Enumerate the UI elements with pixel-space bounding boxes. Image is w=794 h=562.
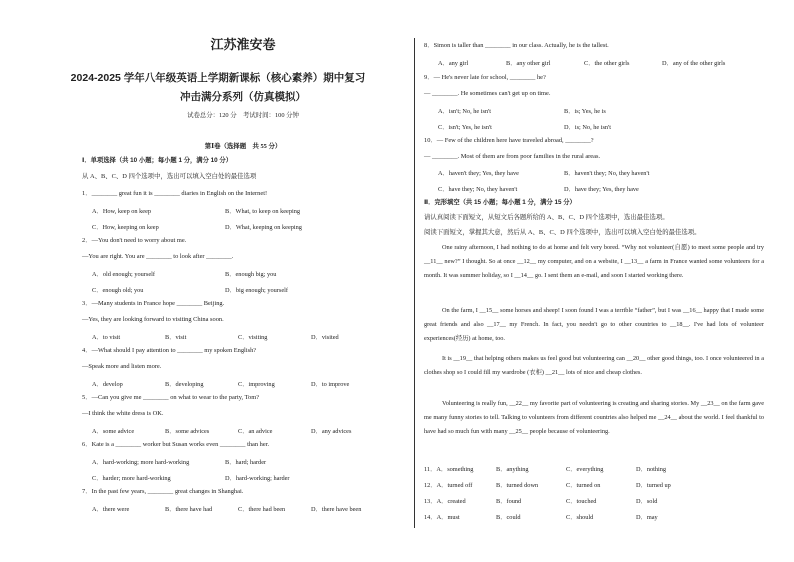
q8-option-c: C．the other girls [584,60,630,67]
q1-option-b: B．What, to keep on keeping [225,208,301,215]
section1-heading: Ⅰ．单项选择（共 10 小题；每小题 1 分，满分 10 分） [82,157,232,164]
column-divider [414,38,415,528]
question-9: 9．— He's never late for school, ________ he? [424,74,546,81]
q5-option-a: A．some advice [92,428,135,435]
q9-option-b: B．is; Yes, he is [564,108,606,115]
q13-option-b: B．found [496,498,522,505]
q4-option-d: D．to improve [311,381,350,388]
q2-option-a: A．old enough; yourself [92,271,155,278]
q6-option-d: D．hard-working; harder [225,475,290,482]
question-10: 10．— Few of the children here have traveled abroad, ________? [424,137,594,144]
q2-option-d: D．big enough; yourself [225,287,288,294]
q13-option-d: D．sold [636,498,658,505]
passage-paragraph-2: On the farm, I __15__ some horses and sheep! I soon found I was a terrible “father”, but I was __16__ happy that I made some great friends and also __17__ my French. In fact, you needn't go to other countries to __18__. I've had lots of volunteer experiences(经历) at home, too. [424,307,764,342]
question-5: 5．—Can you give me ________ on what to wear to the party, Tom? [82,394,260,401]
section1-instruction: 从 A、B、C、D 四个选项中，选出可以填入空白处的最佳选项 [82,173,257,180]
question-8: 8．Simon is taller than ________ in our class. Actually, he is the tallest. [424,42,609,49]
q3-option-b: B．visit [165,334,187,341]
question-2: 2．—You don't need to worry about me. [82,237,187,244]
q2-option-c: C．enough old; you [92,287,144,294]
exam-region-title: 江苏淮安卷 [210,37,276,52]
question-9-response: — ________. He sometimes can't get up on time. [424,90,551,97]
passage-paragraph-4: Volunteering is really fun, __22__ my favorite part of volunteering is creating and sharing stories. My __23__ on the farm gave me many funny stories to tell. Talking to volunteers from different countries also helped me __24__ about the world. I feel thankful to have had so much fun with many __25__ people because of volunteering. [424,400,764,435]
q11-option-d: D．nothing [636,466,667,473]
q1-option-c: C．How, keeping on keep [92,224,159,231]
q9-option-d: D．is; No, he isn't [564,124,611,131]
section2-heading: Ⅱ．完形填空（共 15 小题；每小题 1 分，满分 15 分） [424,199,576,206]
q12-option-c: C．turned on [566,482,601,489]
q11-option-c: C．everything [566,466,604,473]
q9-option-a: A．isn't; No, he isn't [438,108,491,115]
q12-option-d: D．turned up [636,482,671,489]
q8-option-d: D．any of the other girls [662,60,726,67]
section2-instruction-1: 请认真阅读下面短文，从短文后各题所给的 A、B、C、D 四个选项中，选出最佳选项。 [424,214,669,221]
q5-option-b: B．some advices [165,428,210,435]
question-3-response: —Yes, they are looking forward to visiting China soon. [82,316,224,323]
q6-option-c: C．harder; more hard-working [92,475,171,482]
exam-subtitle: 冲击满分系列（仿真模拟） [180,91,306,103]
q12-option-b: B．turned down [496,482,539,489]
q13-option-a: 13．A．created [424,498,466,505]
q14-option-a: 14．A．must [424,514,460,521]
q12-option-a: 12．A．turned off [424,482,473,489]
q8-option-a: A．any girl [438,60,469,67]
q6-option-a: A．hard-working; more hard-working [92,459,190,466]
section2-instruction-2: 阅读下面短文，掌握其大意，然后从 A、B、C、D 四个选项中，选出可以填入空白处的最佳选项。 [424,229,701,236]
exam-main-title: 2024-2025 学年八年级英语上学期新课标（核心素养）期中复习 [70,72,366,84]
question-2-response: —You are right. You are ________ to look after ________. [82,253,234,260]
q7-option-b: B．there have had [165,506,213,513]
q7-option-d: D．there have been [311,506,362,513]
q2-option-b: B．enough big; you [225,271,277,278]
question-4: 4．—What should I pay attention to ________ my spoken English? [82,347,257,354]
passage-paragraph-3: It is __19__ that helping others makes us feel good but volunteering can __20__ other good things, too. I once volunteered in a clothes shop so I could fill my wardrobe (衣柜) __21__ lots of nice and cheap clothes. [424,355,764,376]
q4-option-b: B．developing [165,381,204,388]
q5-option-d: D．any advices [311,428,352,435]
passage-paragraph-1: One rainy afternoon, I had nothing to do at home and felt very bored. “Why not volunteer(自愿) to meet some people and try __11__ new?” I thought. So at once __12__ my computer, and on a website, I __13__ a farm in France wanted some volunteers for a month. It was summer holiday, so I __14__ go. I sent them an e-mail, and soon I started working there. [424,244,764,279]
q11-option-b: B．anything [496,466,529,473]
q4-option-c: C．improving [238,381,275,388]
q7-option-c: C．there had been [238,506,286,513]
q10-option-b: B．haven't they; No, they haven't [564,170,650,177]
q11-option-a: 11．A．something [424,466,474,473]
question-6: 6．Kate is a ________ worker but Susan works even ________ than her. [82,441,270,448]
q9-option-c: C．isn't; Yes, he isn't [438,124,492,131]
question-10-response: — ________. Most of them are from poor families in the rural areas. [424,153,601,160]
question-7: 7．In the past few years, ________ great changes in Shanghai. [82,488,244,495]
q1-option-d: D．What, keeping on keeping [225,224,302,231]
q7-option-a: A．there were [92,506,130,513]
question-3: 3．—Many students in France hope ________ Beijing. [82,300,225,307]
q3-option-c: C．visiting [238,334,268,341]
part1-heading: 第Ⅰ卷（选择题 共 55 分） [204,143,282,150]
q1-option-a: A．How, keep on keep [92,208,152,215]
q13-option-c: C．touched [566,498,597,505]
q4-option-a: A．develop [92,381,123,388]
question-1: 1．________ great fun it is ________ diaries in English on the Internet! [82,190,268,197]
q14-option-d: D．may [636,514,658,521]
q10-option-c: C．have they; No, they haven't [438,186,518,193]
exam-meta: 试卷总分：120 分 考试时间：100 分钟 [187,112,299,119]
q14-option-c: C．should [566,514,594,521]
q6-option-b: B．hard; harder [225,459,267,466]
q3-option-d: D．visited [311,334,339,341]
q10-option-d: D．have they; Yes, they have [564,186,639,193]
q14-option-b: B．could [496,514,521,521]
q5-option-c: C．an advice [238,428,273,435]
q10-option-a: A．haven't they; Yes, they have [438,170,519,177]
q8-option-b: B．any other girl [506,60,551,67]
question-4-response: —Speak more and listen more. [82,363,162,370]
q3-option-a: A．to visit [92,334,121,341]
question-5-response: —I think the white dress is OK. [82,410,164,417]
